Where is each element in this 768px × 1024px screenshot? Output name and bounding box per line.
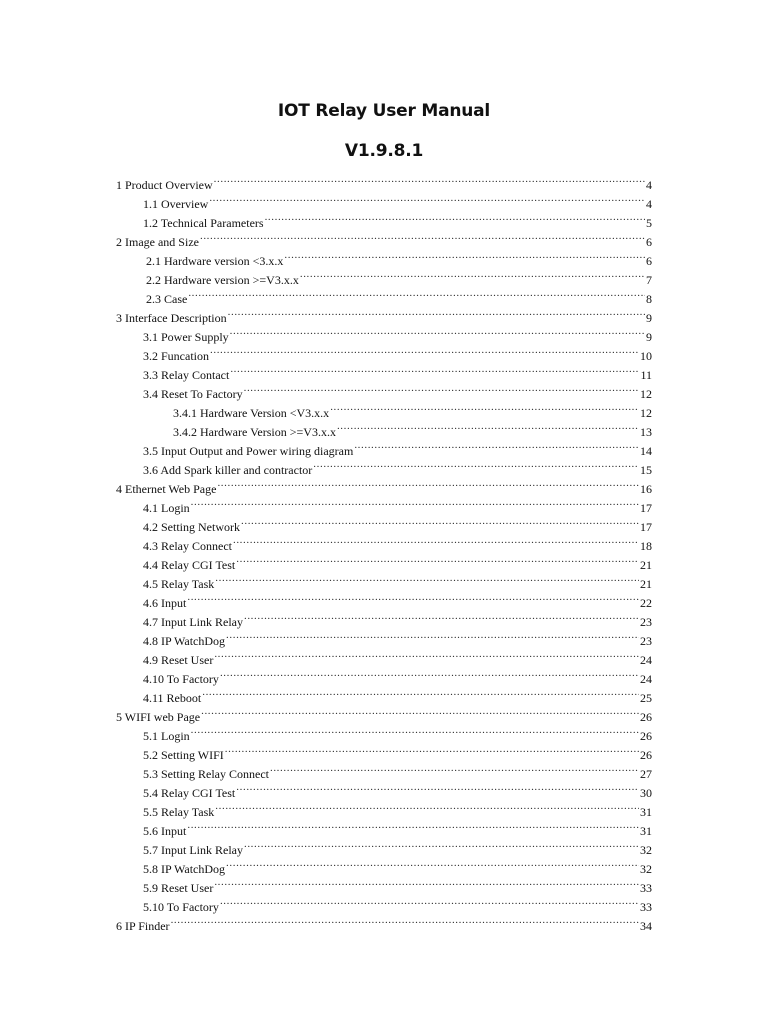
toc-entry-page-number: 30 xyxy=(640,786,652,800)
toc-entry[interactable] xyxy=(143,493,652,515)
toc-entry-label: 3.4.1 Hardware Version <V3.x.x xyxy=(173,406,330,420)
toc-entry[interactable] xyxy=(173,417,652,439)
toc-dot-leader xyxy=(220,892,639,911)
toc-entry-label: 3.4.2 Hardware Version >=V3.x.x xyxy=(173,425,336,439)
toc-entry-page-number: 23 xyxy=(640,634,652,648)
toc-entry[interactable] xyxy=(143,360,652,382)
toc-entry-label: 4.1 Login xyxy=(143,501,190,515)
toc-entry-label: 4.9 Reset User xyxy=(143,653,214,667)
toc-entry[interactable] xyxy=(116,702,652,724)
toc-dot-leader xyxy=(200,227,645,246)
toc-dot-leader xyxy=(354,436,639,455)
toc-dot-leader xyxy=(230,360,639,379)
toc-entry[interactable] xyxy=(173,398,652,420)
toc-entry-label: 5.8 IP WatchDog xyxy=(143,862,226,876)
toc-entry[interactable] xyxy=(146,265,652,287)
toc-entry[interactable] xyxy=(143,797,652,819)
toc-dot-leader xyxy=(244,835,639,854)
toc-entry[interactable] xyxy=(143,455,652,477)
toc-entry-page-number: 14 xyxy=(640,444,652,458)
toc-entry-label: 5 WIFI web Page xyxy=(116,710,201,724)
toc-dot-leader xyxy=(188,284,645,303)
toc-entry-label: 2.2 Hardware version >=V3.x.x xyxy=(146,273,299,287)
toc-entry-label: 2.1 Hardware version <3.x.x xyxy=(146,254,284,268)
toc-dot-leader xyxy=(210,341,639,360)
toc-entry-page-number: 26 xyxy=(640,729,652,743)
toc-entry-label: 5.2 Setting WIFI xyxy=(143,748,224,762)
toc-entry-page-number: 22 xyxy=(640,596,652,610)
toc-entry-label: 4 Ethernet Web Page xyxy=(116,482,217,496)
toc-entry[interactable] xyxy=(143,569,652,591)
toc-dot-leader xyxy=(330,398,639,417)
toc-entry[interactable] xyxy=(143,436,652,458)
toc-entry[interactable] xyxy=(116,227,652,249)
toc-entry-page-number: 13 xyxy=(640,425,652,439)
toc-entry-label: 4.7 Input Link Relay xyxy=(143,615,243,629)
document-version: V1.9.8.1 xyxy=(344,141,424,161)
toc-entry-page-number: 33 xyxy=(640,881,652,895)
toc-entry-page-number: 32 xyxy=(640,843,652,857)
toc-dot-leader xyxy=(244,379,639,398)
toc-entry-label: 1 Product Overview xyxy=(116,178,213,192)
toc-entry[interactable] xyxy=(116,303,652,325)
toc-entry-label: 3.3 Relay Contact xyxy=(143,368,230,382)
toc-dot-leader xyxy=(191,493,639,512)
toc-entry[interactable] xyxy=(143,189,652,211)
toc-dot-leader xyxy=(215,569,639,588)
toc-dot-leader xyxy=(214,170,645,189)
toc-entry-page-number: 26 xyxy=(640,710,652,724)
toc-entry-label: 5.5 Relay Task xyxy=(143,805,215,819)
toc-dot-leader xyxy=(244,607,639,626)
toc-entry[interactable] xyxy=(143,341,652,363)
toc-entry-page-number: 12 xyxy=(640,406,652,420)
toc-dot-leader xyxy=(214,645,639,664)
toc-dot-leader xyxy=(202,683,639,702)
toc-entry-label: 5.3 Setting Relay Connect xyxy=(143,767,269,781)
toc-dot-leader xyxy=(236,778,639,797)
toc-entry-label: 4.6 Input xyxy=(143,596,187,610)
toc-entry-page-number: 4 xyxy=(646,178,652,192)
toc-entry-label: 1.2 Technical Parameters xyxy=(143,216,264,230)
toc-entry[interactable] xyxy=(143,835,652,857)
toc-entry-page-number: 8 xyxy=(646,292,652,306)
toc-entry[interactable] xyxy=(143,740,652,762)
toc-entry[interactable] xyxy=(116,170,652,192)
toc-dot-leader xyxy=(284,246,645,265)
toc-entry-page-number: 26 xyxy=(640,748,652,762)
toc-entry[interactable] xyxy=(143,873,652,895)
toc-entry-page-number: 21 xyxy=(640,577,652,591)
toc-dot-leader xyxy=(220,664,639,683)
toc-entry-label: 4.3 Relay Connect xyxy=(143,539,232,553)
toc-entry[interactable] xyxy=(143,664,652,686)
toc-entry[interactable] xyxy=(143,816,652,838)
toc-dot-leader xyxy=(187,816,639,835)
toc-entry-label: 5.1 Login xyxy=(143,729,190,743)
toc-entry[interactable] xyxy=(143,588,652,610)
toc-dot-leader xyxy=(226,626,639,645)
toc-dot-leader xyxy=(201,702,639,721)
toc-entry-page-number: 16 xyxy=(640,482,652,496)
toc-dot-leader xyxy=(187,588,639,607)
toc-entry[interactable] xyxy=(143,322,652,344)
toc-entry-page-number: 7 xyxy=(646,273,652,287)
document-title: IOT Relay User Manual xyxy=(277,101,491,121)
toc-entry-page-number: 31 xyxy=(640,824,652,838)
toc-entry[interactable] xyxy=(143,759,652,781)
toc-entry-page-number: 32 xyxy=(640,862,652,876)
toc-entry-label: 5.7 Input Link Relay xyxy=(143,843,243,857)
toc-entry-label: 3.6 Add Spark killer and contractor xyxy=(143,463,313,477)
toc-entry-label: 6 IP Finder xyxy=(116,919,170,933)
toc-entry-page-number: 21 xyxy=(640,558,652,572)
toc-entry[interactable] xyxy=(143,626,652,648)
toc-entry-label: 4.2 Setting Network xyxy=(143,520,240,534)
toc-entry-page-number: 33 xyxy=(640,900,652,914)
toc-entry-page-number: 31 xyxy=(640,805,652,819)
toc-dot-leader xyxy=(236,550,639,569)
toc-dot-leader xyxy=(171,911,639,930)
toc-entry[interactable] xyxy=(143,683,652,705)
toc-entry-label: 1.1 Overview xyxy=(143,197,209,211)
toc-dot-leader xyxy=(226,854,639,873)
toc-entry-page-number: 6 xyxy=(646,254,652,268)
toc-dot-leader xyxy=(225,740,639,759)
toc-entry-page-number: 15 xyxy=(640,463,652,477)
toc-entry-page-number: 10 xyxy=(640,349,652,363)
toc-entry-page-number: 24 xyxy=(640,653,652,667)
toc-entry-page-number: 18 xyxy=(640,539,652,553)
toc-entry-page-number: 17 xyxy=(640,520,652,534)
toc-entry[interactable] xyxy=(143,645,652,667)
toc-entry-label: 5.4 Relay CGI Test xyxy=(143,786,236,800)
toc-entry-page-number: 5 xyxy=(646,216,652,230)
toc-entry-page-number: 12 xyxy=(640,387,652,401)
toc-entry-label: 4.11 Reboot xyxy=(143,691,202,705)
toc-dot-leader xyxy=(191,721,639,740)
toc-entry[interactable] xyxy=(143,892,652,914)
toc-entry[interactable] xyxy=(143,531,652,553)
toc-entry-page-number: 4 xyxy=(646,197,652,211)
toc-entry-label: 4.8 IP WatchDog xyxy=(143,634,226,648)
toc-entry-label: 3 Interface Description xyxy=(116,311,227,325)
toc-entry[interactable] xyxy=(116,911,652,933)
toc-entry-page-number: 9 xyxy=(646,311,652,325)
toc-dot-leader xyxy=(215,797,639,816)
toc-entry[interactable] xyxy=(143,550,652,572)
toc-dot-leader xyxy=(300,265,645,284)
toc-entry-label: 3.1 Power Supply xyxy=(143,330,229,344)
toc-entry[interactable] xyxy=(146,284,652,306)
toc-entry-label: 5.10 To Factory xyxy=(143,900,219,914)
toc-dot-leader xyxy=(209,189,645,208)
toc-entry-label: 3.5 Input Output and Power wiring diagram xyxy=(143,444,354,458)
toc-dot-leader xyxy=(313,455,639,474)
toc-dot-leader xyxy=(265,208,645,227)
toc-entry-page-number: 9 xyxy=(646,330,652,344)
toc-entry-label: 3.2 Funcation xyxy=(143,349,209,363)
toc-entry-page-number: 27 xyxy=(640,767,652,781)
toc-dot-leader xyxy=(241,512,639,531)
toc-entry-page-number: 17 xyxy=(640,501,652,515)
toc-entry-label: 3.4 Reset To Factory xyxy=(143,387,243,401)
toc-entry[interactable] xyxy=(143,512,652,534)
toc-entry[interactable] xyxy=(143,607,652,629)
toc-entry[interactable] xyxy=(146,246,652,268)
toc-entry[interactable] xyxy=(143,208,652,230)
toc-entry-label: 5.9 Reset User xyxy=(143,881,214,895)
toc-dot-leader xyxy=(214,873,639,892)
toc-dot-leader xyxy=(337,417,639,436)
toc-entry-page-number: 34 xyxy=(640,919,652,933)
toc-entry-label: 4.5 Relay Task xyxy=(143,577,215,591)
toc-dot-leader xyxy=(270,759,639,778)
toc-entry-label: 5.6 Input xyxy=(143,824,187,838)
toc-entry[interactable] xyxy=(143,854,652,876)
toc-entry-label: 2.3 Case xyxy=(146,292,188,306)
toc-entry-label: 4.10 To Factory xyxy=(143,672,219,686)
toc-dot-leader xyxy=(230,322,645,341)
toc-entry[interactable] xyxy=(143,721,652,743)
toc-entry-label: 2 Image and Size xyxy=(116,235,199,249)
toc-entry-label: 4.4 Relay CGI Test xyxy=(143,558,236,572)
toc-entry-page-number: 23 xyxy=(640,615,652,629)
toc-entry[interactable] xyxy=(116,474,652,496)
toc-dot-leader xyxy=(228,303,645,322)
toc-entry-page-number: 6 xyxy=(646,235,652,249)
toc-entry-page-number: 11 xyxy=(640,368,652,382)
toc-entry-page-number: 24 xyxy=(640,672,652,686)
toc-dot-leader xyxy=(217,474,639,493)
toc-entry-page-number: 25 xyxy=(640,691,652,705)
toc-entry[interactable] xyxy=(143,778,652,800)
toc-entry[interactable] xyxy=(143,379,652,401)
toc-dot-leader xyxy=(233,531,639,550)
